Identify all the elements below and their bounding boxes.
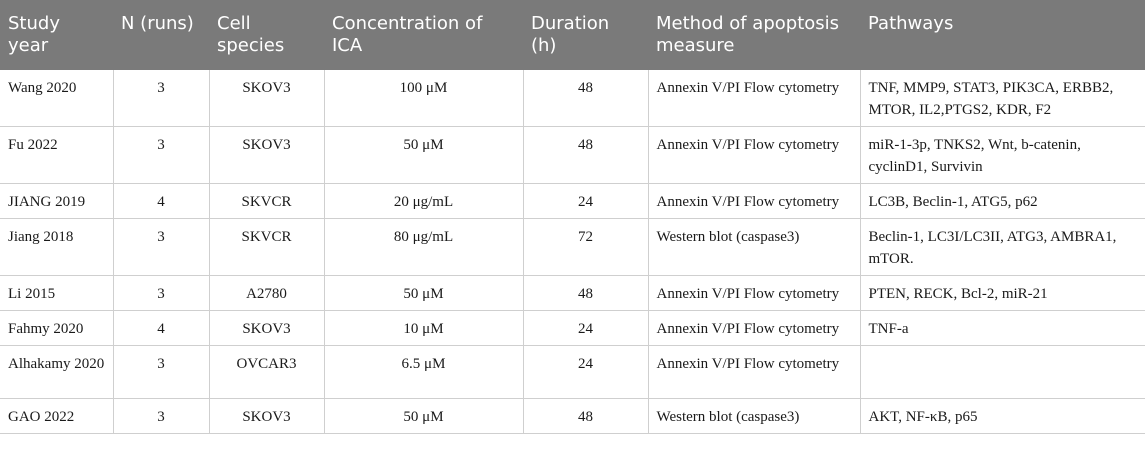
cell-n-runs: 3: [113, 70, 209, 127]
cell-method: Western blot (caspase3): [648, 399, 860, 434]
cell-pathways: miR-1-3p, TNKS2, Wnt, b-catenin, cyclinD1, Survivin: [860, 127, 1145, 184]
cell-duration: 24: [523, 311, 648, 346]
cell-study-year: Fu 2022: [0, 127, 113, 184]
cell-n-runs: 4: [113, 311, 209, 346]
cell-n-runs: 3: [113, 276, 209, 311]
cell-method: Annexin V/PI Flow cytometry: [648, 276, 860, 311]
cell-concentration: 50 μM: [324, 399, 523, 434]
header-pathways: Pathways: [868, 13, 954, 34]
cell-cell-species: SKVCR: [209, 219, 324, 276]
cell-pathways: Beclin-1, LC3I/LC3II, ATG3, AMBRA1, mTOR.: [860, 219, 1145, 276]
cell-cell-species: SKOV3: [209, 399, 324, 434]
cell-method: Annexin V/PI Flow cytometry: [648, 127, 860, 184]
table-row: [0, 276, 1145, 311]
cell-concentration: 50 μM: [324, 127, 523, 184]
cell-method: Annexin V/PI Flow cytometry: [648, 346, 860, 399]
cell-pathways: PTEN, RECK, Bcl-2, miR-21: [860, 276, 1145, 311]
cell-n-runs: 3: [113, 219, 209, 276]
header-method: Method of apoptosis measure: [656, 13, 840, 56]
cell-duration: 24: [523, 346, 648, 399]
table-row: [0, 346, 1145, 399]
header-study-year: Study year: [8, 13, 60, 56]
cell-concentration: 100 μM: [324, 70, 523, 127]
cell-cell-species: SKOV3: [209, 311, 324, 346]
table-row: [0, 70, 1145, 127]
cell-method: Annexin V/PI Flow cytometry: [648, 70, 860, 127]
cell-study-year: GAO 2022: [0, 399, 113, 434]
cell-pathways: LC3B, Beclin-1, ATG5, p62: [860, 184, 1145, 219]
cell-cell-species: OVCAR3: [209, 346, 324, 399]
cell-study-year: Fahmy 2020: [0, 311, 113, 346]
cell-n-runs: 4: [113, 184, 209, 219]
cell-concentration: 20 μg/mL: [324, 184, 523, 219]
cell-method: Annexin V/PI Flow cytometry: [648, 184, 860, 219]
cell-study-year: Alhakamy 2020: [0, 346, 113, 399]
cell-concentration: 80 μg/mL: [324, 219, 523, 276]
cell-n-runs: 3: [113, 399, 209, 434]
cell-duration: 48: [523, 276, 648, 311]
table-row: [0, 399, 1145, 434]
cell-cell-species: A2780: [209, 276, 324, 311]
header-concentration: Concentration of ICA: [332, 13, 483, 56]
cell-duration: 24: [523, 184, 648, 219]
header-n-runs: N (runs): [121, 13, 194, 34]
cell-n-runs: 3: [113, 127, 209, 184]
cell-study-year: Wang 2020: [0, 70, 113, 127]
cell-concentration: 50 μM: [324, 276, 523, 311]
table-row: [0, 184, 1145, 219]
table-row: [0, 219, 1145, 276]
cell-cell-species: SKVCR: [209, 184, 324, 219]
table-row: [0, 311, 1145, 346]
header-row: [0, 0, 1145, 70]
cell-duration: 72: [523, 219, 648, 276]
cell-concentration: 10 μM: [324, 311, 523, 346]
cell-duration: 48: [523, 70, 648, 127]
header-duration: Duration (h): [531, 13, 610, 56]
cell-study-year: Jiang 2018: [0, 219, 113, 276]
cell-pathways: AKT, NF-κB, p65: [860, 399, 1145, 434]
cell-duration: 48: [523, 127, 648, 184]
cell-pathways: TNF-a: [860, 311, 1145, 346]
cell-concentration: 6.5 μM: [324, 346, 523, 399]
cell-method: Annexin V/PI Flow cytometry: [648, 311, 860, 346]
cell-n-runs: 3: [113, 346, 209, 399]
header-cell-species: Cell species: [217, 13, 285, 56]
cell-pathways: [860, 346, 1145, 399]
cell-study-year: Li 2015: [0, 276, 113, 311]
table-body: [0, 70, 1145, 434]
table-header: [0, 0, 1145, 70]
cell-cell-species: SKOV3: [209, 127, 324, 184]
cell-pathways: TNF, MMP9, STAT3, PIK3CA, ERBB2, MTOR, IL2,PTGS2, KDR, F2: [860, 70, 1145, 127]
cell-duration: 48: [523, 399, 648, 434]
cell-method: Western blot (caspase3): [648, 219, 860, 276]
cell-cell-species: SKOV3: [209, 70, 324, 127]
cell-study-year: JIANG 2019: [0, 184, 113, 219]
table-row: [0, 127, 1145, 184]
